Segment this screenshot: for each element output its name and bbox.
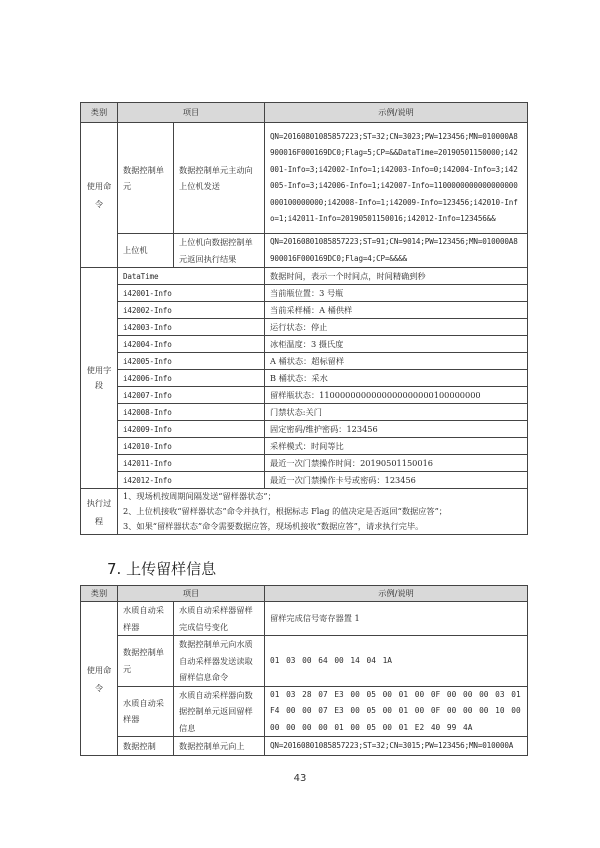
field-name: i42009-Info (118, 421, 265, 438)
field-description: 当前瓶位置：3 号瓶 (265, 285, 528, 302)
field-description: A 桶状态：超标留样 (265, 353, 528, 370)
field-description: 最近一次门禁操作时间：20190501150016 (265, 455, 528, 472)
header-example: 示例/说明 (265, 103, 528, 123)
field-row (81, 455, 528, 472)
category-commands: 使用命令 (81, 602, 118, 756)
field-row (81, 319, 528, 336)
field-name: i42008-Info (118, 404, 265, 421)
table-row (81, 234, 528, 268)
field-name: i42005-Info (118, 353, 265, 370)
command-description: 上位机向数据控制单元返回执行结果 (174, 234, 265, 268)
field-name: i42012-Info (118, 472, 265, 489)
page-number: 43 (293, 773, 307, 784)
command-example: 01 03 00 64 00 14 04 1A (265, 636, 528, 687)
field-row (81, 336, 528, 353)
field-name: i42007-Info (118, 387, 265, 404)
section-heading: 7. 上传留样信息 (107, 560, 217, 578)
process-step: 1、现场机按周期间隔发送“留样器状态”； (123, 491, 276, 501)
field-name: i42002-Info (118, 302, 265, 319)
field-name: i42004-Info (118, 336, 265, 353)
command-source: 数据控制单元 (118, 636, 174, 687)
field-row (81, 387, 528, 404)
upload-sample-table (80, 585, 528, 756)
command-description: 水质自动采样器向数据控制单元返回留样信息 (174, 686, 265, 737)
header-example: 示例/说明 (265, 586, 528, 602)
header-category: 类别 (81, 103, 118, 123)
command-source: 水质自动采样器 (118, 602, 174, 636)
table-row (81, 737, 528, 756)
category-fields: 使用字段 (81, 268, 118, 489)
field-row (81, 370, 528, 387)
command-description: 数据控制单元主动向上位机发送 (174, 123, 265, 234)
process-row (81, 489, 528, 535)
process-step: 2、上位机接收“留样器状态”命令并执行，根据标志 Flag 的值决定是否返回“数据应答”； (123, 506, 447, 516)
process-steps (118, 489, 528, 535)
header-category: 类别 (81, 586, 118, 602)
command-description: 数据控制单元向上 (174, 737, 265, 756)
field-description: 门禁状态:关门 (265, 404, 528, 421)
command-description: 数据控制单元向水质自动采样器发送读取留样信息命令 (174, 636, 265, 687)
field-name: i42003-Info (118, 319, 265, 336)
command-example: QN=20160801085857223;ST=32;CN=3015;PW=123456;MN=010000A (265, 737, 528, 756)
field-description: 运行状态：停止 (265, 319, 528, 336)
command-example: QN=20160801085857223;ST=32;CN=3023;PW=123456;MN=010000A8900016F000169DC0;Flag=5;CP=&&DataTime=20190501150000;i42001-Info=3;i42002-Info=1;i42003-Info=0;i42004-Info=3;i42005-Info=3;i42006-Info=1;i42007-Info=1100000000000000000000100000000;i42008-Info=1;i42009-Info=123456;i42010-Info=1;i42011-Info=20190501150016;i42012-Info=123456&& (265, 123, 528, 234)
field-description: 采样模式：时间等比 (265, 438, 528, 455)
field-row (81, 421, 528, 438)
field-description: B 桶状态：采水 (265, 370, 528, 387)
category-commands: 使用命令 (81, 123, 118, 268)
table-row (81, 686, 528, 737)
field-row (81, 353, 528, 370)
field-description: 固定密码/维护密码：123456 (265, 421, 528, 438)
command-source: 水质自动采样器 (118, 686, 174, 737)
header-item: 项目 (118, 586, 265, 602)
field-description: 冰柜温度：3 摄氏度 (265, 336, 528, 353)
field-description: 留样瓶状态：1100000000000000000000100000000 (265, 387, 528, 404)
field-row (81, 302, 528, 319)
command-description: 水质自动采样器留样完成信号变化 (174, 602, 265, 636)
field-description: 数据时间，表示一个时间点，时间精确到秒 (265, 268, 528, 285)
field-description: 当前采样桶：A 桶供样 (265, 302, 528, 319)
table-header-row (81, 586, 528, 602)
command-example: 留样完成信号寄存器置 1 (265, 602, 528, 636)
field-name: i42010-Info (118, 438, 265, 455)
command-source: 数据控制 (118, 737, 174, 756)
field-row (81, 438, 528, 455)
command-source: 上位机 (118, 234, 174, 268)
field-description: 最近一次门禁操作卡号或密码：123456 (265, 472, 528, 489)
field-row (81, 268, 528, 285)
field-row (81, 404, 528, 421)
field-name: i42011-Info (118, 455, 265, 472)
field-name: DataTime (118, 268, 265, 285)
table-header-row (81, 103, 528, 123)
command-source: 数据控制单元 (118, 123, 174, 234)
field-name: i42001-Info (118, 285, 265, 302)
field-row (81, 285, 528, 302)
status-table (80, 102, 528, 535)
field-name: i42006-Info (118, 370, 265, 387)
table-row (81, 636, 528, 687)
table-row (81, 602, 528, 636)
process-step: 3、如果“留样器状态”命令需要数据应答，现场机接收“数据应答”，请求执行完毕。 (123, 521, 424, 531)
command-example: 01 03 28 07 E3 00 05 00 01 00 0F 00 00 00 03 01 F4 00 00 07 E3 00 05 00 01 00 0F 00 00 00 10 00 00 00 00 00 01 00 05 00 01 E2 40 99 4A (265, 686, 528, 737)
command-example: QN=20160801085857223;ST=91;CN=9014;PW=123456;MN=010000A8900016F000169DC0;Flag=4;CP=&&&& (265, 234, 528, 268)
field-row (81, 472, 528, 489)
table-row (81, 123, 528, 234)
header-item: 项目 (118, 103, 265, 123)
category-process: 执行过程 (81, 489, 118, 535)
